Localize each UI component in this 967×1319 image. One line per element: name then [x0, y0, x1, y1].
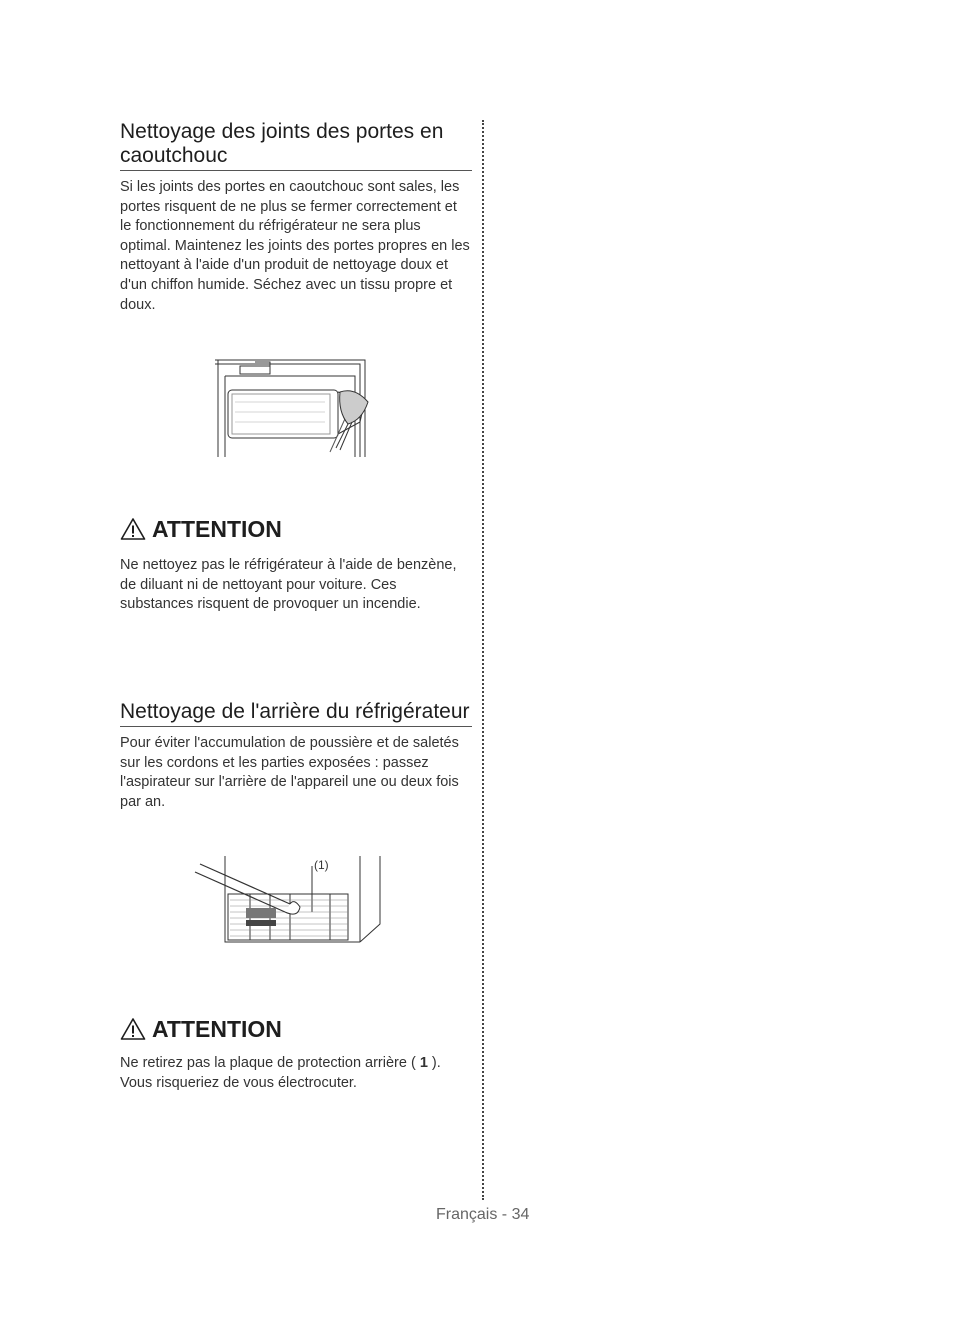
page-number: Français - 34 [436, 1206, 530, 1223]
attention-body-2 [120, 1054, 472, 1093]
attention-body-1: Ne nettoyez pas le réfrigérateur à l'aide de benzène, de diluant ni de nettoyant pour voiture. Ces substances risquent de provoquer un incendie. [120, 557, 457, 613]
attention-label-1: ATTENTION [152, 515, 282, 542]
section-body-rear-cleaning: Pour éviter l'accumulation de poussière et de saletés sur les cordons et les parties exposées : passez l'aspirateur sur l'arrière de l'appareil une ou deux fois par an. [120, 735, 459, 810]
column-divider [482, 120, 484, 1200]
attention-body-2-text-a: Ne retirez pas la plaque de protection arrière ( [120, 1055, 420, 1071]
warning-triangle-icon [120, 1017, 146, 1041]
attention-heading-1 [120, 514, 282, 544]
section-title-rear-cleaning: Nettoyage de l'arrière du réfrigérateur [120, 700, 472, 727]
figure-callout-1: (1) [314, 858, 329, 872]
attention-body-2-ref: 1 [419, 1055, 428, 1071]
door-seal-cleaning-illustration [210, 352, 380, 462]
rear-vacuum-illustration [190, 852, 390, 952]
attention-label-2: ATTENTION [152, 1015, 282, 1042]
attention-body-2-text-b: ). Vous risqueriez de vous électrocuter. [120, 1055, 441, 1091]
section-body-door-seals: Si les joints des portes en caoutchouc sont sales, les portes risquent de ne plus se fermer correctement et le fonctionnement du réfrigérateur ne sera plus optimal. Maintenez les joints des portes propres en les nettoyant à l'aide d'un produit de nettoyage doux et d'un chiffon humide. Séchez avec un tissu propre et doux. [120, 179, 470, 313]
attention-heading-2 [120, 1014, 282, 1044]
section-title-door-seals: Nettoyage des joints des portes en caoutchouc [120, 120, 472, 171]
warning-triangle-icon [120, 517, 146, 541]
